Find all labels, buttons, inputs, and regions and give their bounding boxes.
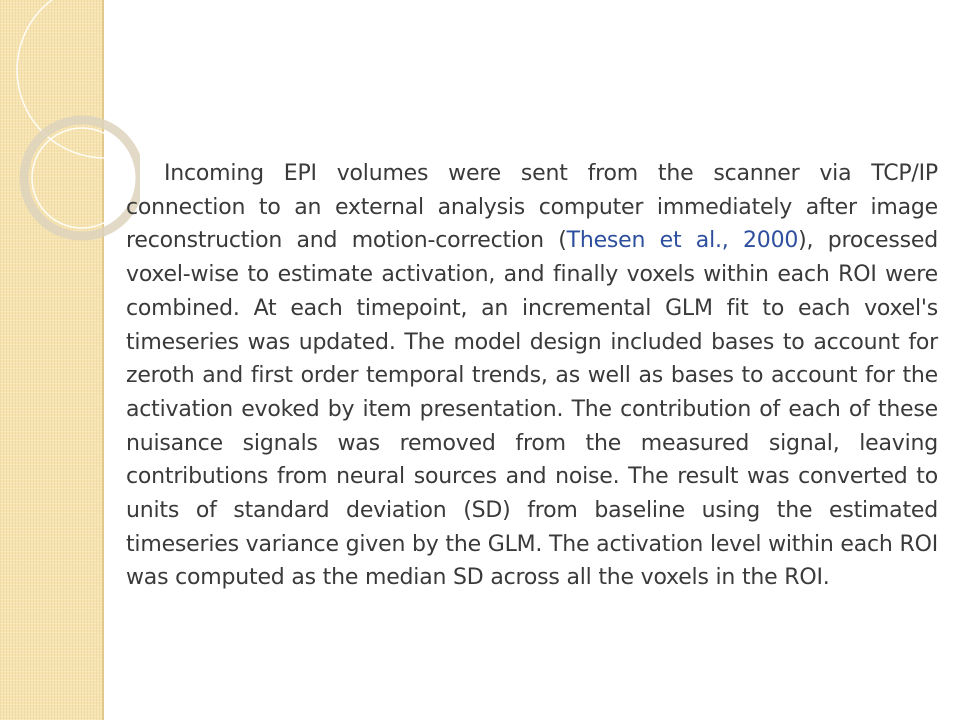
body-paragraph — [126, 157, 938, 595]
thick-ring-circle — [24, 120, 140, 236]
decorative-circles-graphic — [0, 0, 140, 260]
inner-ring-circle — [32, 128, 132, 228]
paragraph-text-before-citation: Incoming EPI volumes were sent from the scanner via TCP/IP connection to an external analysis computer immediately after image reconstruction and motion-correction ( — [126, 161, 938, 254]
citation-link[interactable]: Thesen et al., 2000 — [566, 228, 799, 254]
paragraph-text-after-citation: ), processed voxel-wise to estimate activation, and finally voxels within each ROI were combined. At each timepoint, an incremental GLM fit to each voxel's timeseries was updated. The model design included bases to account for zeroth and first order temporal trends, as well as bases to account for the activation evoked by item presentation. The contribution of each of these nuisance signals was removed from the measured signal, leaving contributions from neural sources and noise. The result was converted to units of standard deviation (SD) from baseline using the estimated timeseries variance given by the GLM. The activation level within each ROI was computed as the median SD across all the voxels in the ROI. — [126, 228, 938, 591]
